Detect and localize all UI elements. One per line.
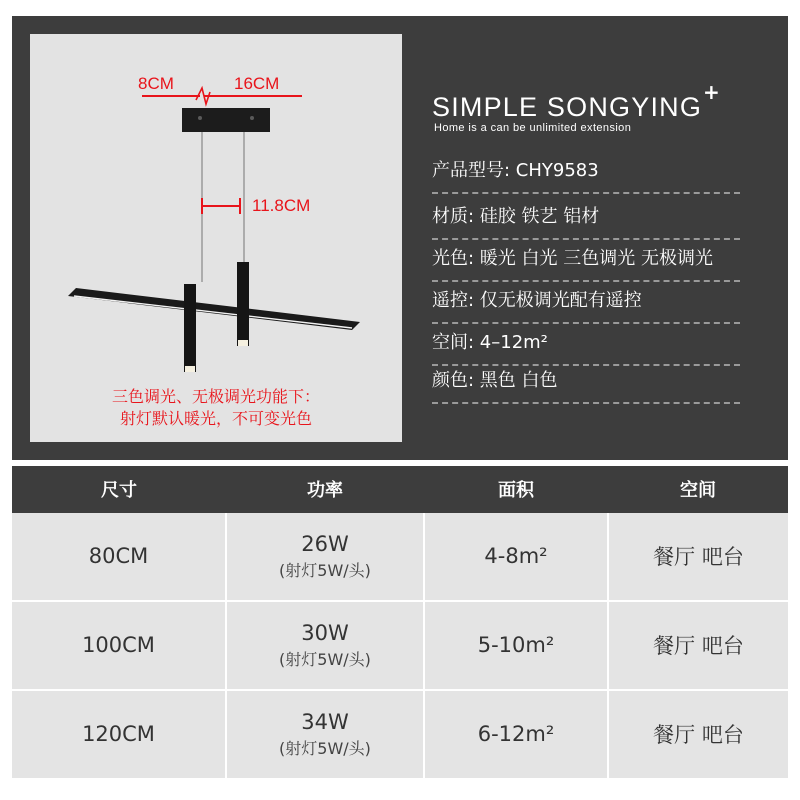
table-row [12, 513, 788, 601]
cell-area: 5-10m² [424, 601, 608, 690]
power-note: (射灯5W/头) [279, 649, 371, 669]
table-row [12, 690, 788, 779]
spec-model [432, 158, 740, 200]
light-color-note-line1: 三色调光、无极调光功能下： [111, 387, 320, 406]
brand-tagline: Home is a can be unlimited extension [434, 122, 632, 134]
power-note: (射灯5W/头) [279, 560, 371, 580]
brand-plus-icon: + [703, 80, 720, 104]
dimension-break-mark [196, 88, 210, 104]
table-header-row [12, 466, 788, 513]
cell-area: 6-12m² [424, 690, 608, 779]
spotlight-tube-right [237, 262, 249, 346]
cell-space: 餐厅 吧台 [608, 690, 788, 779]
dimension-label-11-8cm: 11.8CM [252, 196, 311, 215]
cell-space: 餐厅 吧台 [608, 601, 788, 690]
cell-power [226, 601, 424, 690]
power-value: 34W [301, 709, 349, 734]
divider [432, 238, 740, 240]
spec-material [432, 204, 740, 246]
header-power: 功率 [226, 466, 424, 513]
divider [432, 192, 740, 194]
product-banner [12, 16, 788, 460]
divider [432, 402, 740, 404]
light-color-note-line2: 射灯默认暖光，不可变光色 [119, 409, 312, 428]
divider [432, 322, 740, 324]
table-row [12, 601, 788, 690]
cell-size: 80CM [12, 513, 226, 601]
power-value: 26W [301, 531, 349, 556]
header-space: 空间 [608, 466, 788, 513]
spec-remote-text: 遥控: 仅无极调光配有遥控 [432, 290, 642, 311]
cell-size: 100CM [12, 601, 226, 690]
spec-light-color-text: 光色: 暖光 白光 三色调光 无极调光 [432, 248, 713, 269]
power-note: (射灯5W/头) [279, 738, 371, 758]
header-size: 尺寸 [12, 466, 226, 513]
cell-area: 4-8m² [424, 513, 608, 601]
cell-space: 餐厅 吧台 [608, 513, 788, 601]
spec-space-text: 空间: 4–12m² [432, 332, 548, 353]
spec-model-text: 产品型号: CHY9583 [432, 160, 599, 181]
cell-size: 120CM [12, 690, 226, 779]
brand-name: SIMPLE SONGYING [432, 92, 703, 122]
pendant-lamp-illustration [30, 34, 402, 442]
spec-color-text: 颜色: 黑色 白色 [432, 370, 558, 391]
spec-space [432, 330, 740, 372]
spec-color [432, 368, 740, 410]
divider [432, 280, 740, 282]
cell-power [226, 690, 424, 779]
dimension-label-8cm: 8CM [138, 74, 174, 93]
divider [432, 364, 740, 366]
dimension-label-16cm: 16CM [234, 74, 280, 93]
product-photo [30, 34, 402, 442]
header-area: 面积 [424, 466, 608, 513]
cell-power [226, 513, 424, 601]
spec-material-text: 材质: 硅胶 铁艺 铝材 [432, 206, 600, 227]
spec-remote [432, 288, 740, 330]
ceiling-canopy [182, 108, 270, 132]
spotlight-tube-left [184, 284, 196, 372]
power-value: 30W [301, 620, 349, 645]
size-spec-table [12, 466, 788, 780]
spec-light-color [432, 246, 740, 288]
